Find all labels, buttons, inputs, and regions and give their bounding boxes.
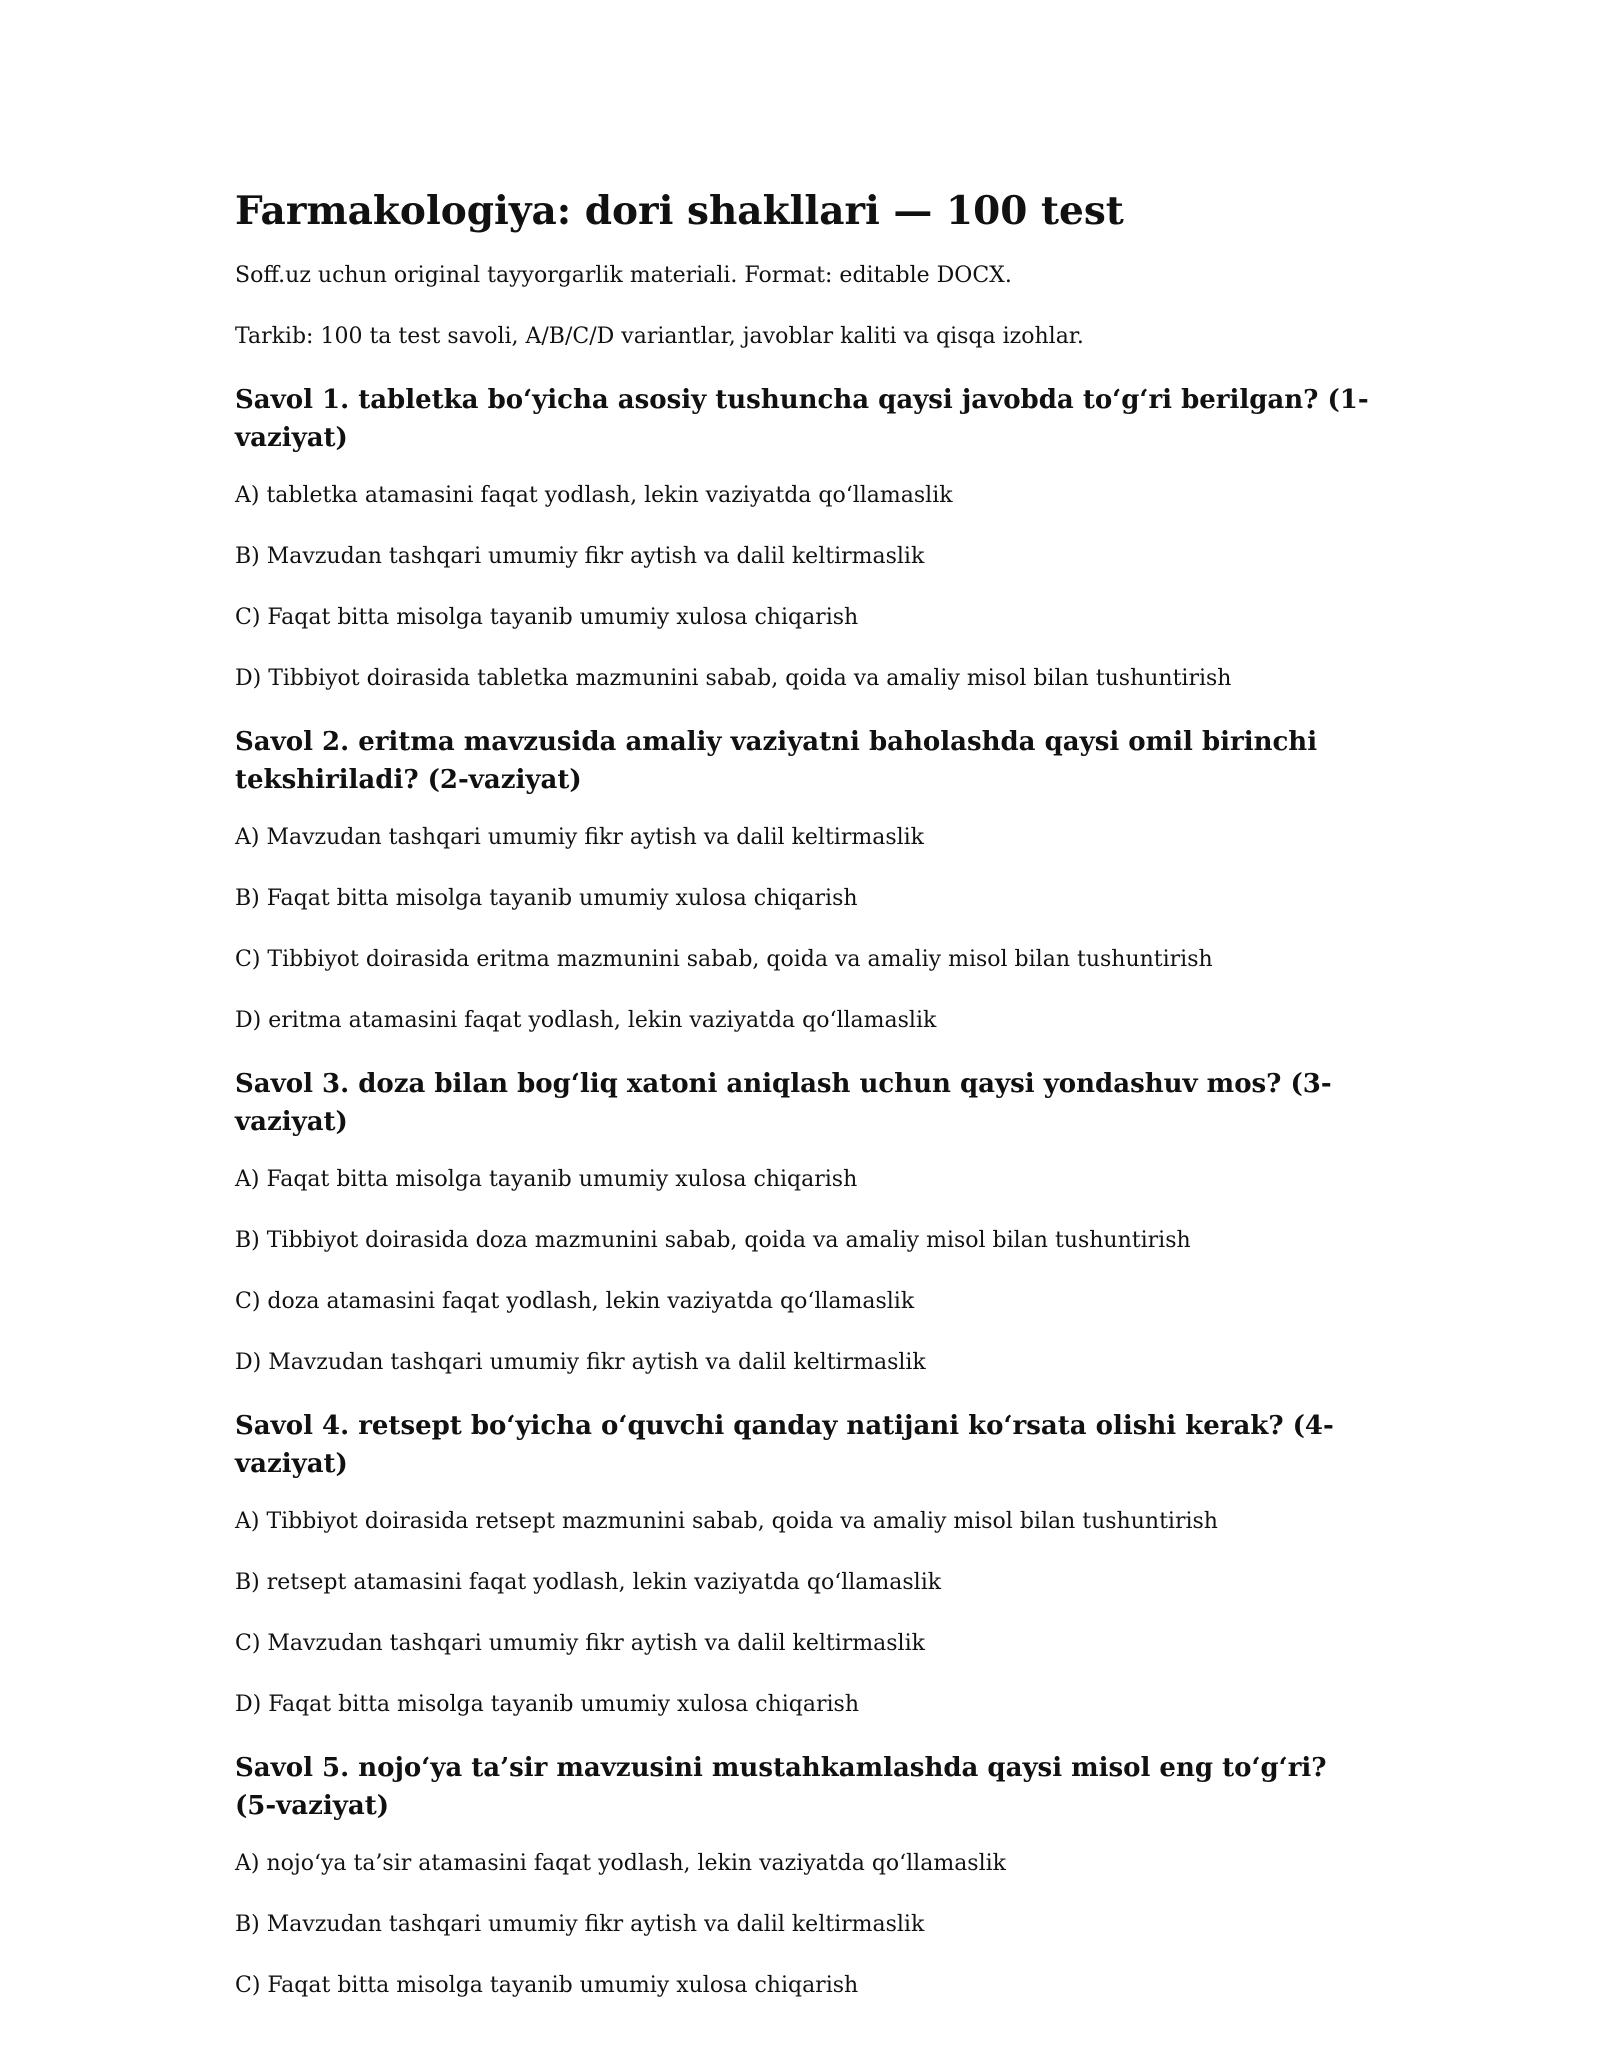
answer-option: B) Mavzudan tashqari umumiy fikr aytish va dalil keltirmaslik bbox=[235, 1912, 925, 1937]
answer-option: A) Faqat bitta misolga tayanib umumiy xulosa chiqarish bbox=[235, 1167, 858, 1192]
question-heading: Savol 2. eritma mavzusida amaliy vaziyatni baholashda qaysi omil birinchi tekshiriladi? (2-vaziyat) bbox=[235, 727, 1318, 795]
answer-option: D) Tibbiyot doirasida tabletka mazmunini sabab, qoida va amaliy misol bilan tushuntirish bbox=[235, 666, 1232, 691]
answer-option: D) eritma atamasini faqat yodlash, lekin vaziyatda qo‘llamaslik bbox=[235, 1008, 937, 1033]
answer-option: A) tabletka atamasini faqat yodlash, lekin vaziyatda qo‘llamaslik bbox=[235, 483, 953, 508]
answer-option: D) Mavzudan tashqari umumiy fikr aytish va dalil keltirmaslik bbox=[235, 1350, 926, 1375]
answer-option: B) Tibbiyot doirasida doza mazmunini sabab, qoida va amaliy misol bilan tushuntirish bbox=[235, 1228, 1191, 1253]
answer-option: A) Tibbiyot doirasida retsept mazmunini sabab, qoida va amaliy misol bilan tushuntirish bbox=[235, 1509, 1218, 1534]
document-page bbox=[235, 185, 1375, 2030]
question-heading: Savol 3. doza bilan bog‘liq xatoni aniqlash uchun qaysi yondashuv mos? (3-vaziyat) bbox=[235, 1069, 1332, 1137]
answer-option: A) nojo‘ya ta’sir atamasini faqat yodlash, lekin vaziyatda qo‘llamaslik bbox=[235, 1851, 1006, 1876]
answer-option: C) Tibbiyot doirasida eritma mazmunini sabab, qoida va amaliy misol bilan tushuntirish bbox=[235, 947, 1213, 972]
answer-option: C) Faqat bitta misolga tayanib umumiy xulosa chiqarish bbox=[235, 605, 859, 630]
answer-option: A) Mavzudan tashqari umumiy fikr aytish va dalil keltirmaslik bbox=[235, 825, 925, 850]
intro-paragraph: Soff.uz uchun original tayyorgarlik materiali. Format: editable DOCX. bbox=[235, 263, 1012, 288]
question-heading: Savol 4. retsept bo‘yicha o‘quvchi qanday natijani ko‘rsata olishi kerak? (4-vaziyat) bbox=[235, 1411, 1334, 1479]
answer-option: C) Mavzudan tashqari umumiy fikr aytish va dalil keltirmaslik bbox=[235, 1631, 925, 1656]
answer-option: C) Faqat bitta misolga tayanib umumiy xulosa chiqarish bbox=[235, 1973, 859, 1998]
answer-option: C) doza atamasini faqat yodlash, lekin vaziyatda qo‘llamaslik bbox=[235, 1289, 915, 1314]
question-heading: Savol 1. tabletka bo‘yicha asosiy tushuncha qaysi javobda to‘g‘ri berilgan? (1-vaziyat) bbox=[235, 385, 1369, 453]
intro-paragraph: Tarkib: 100 ta test savoli, A/B/C/D variantlar, javoblar kaliti va qisqa izohlar. bbox=[235, 324, 1084, 349]
question-block bbox=[235, 1407, 1375, 1721]
answer-option: B) Faqat bitta misolga tayanib umumiy xulosa chiqarish bbox=[235, 886, 858, 911]
answer-option: B) retsept atamasini faqat yodlash, lekin vaziyatda qo‘llamaslik bbox=[235, 1570, 942, 1595]
question-block bbox=[235, 381, 1375, 695]
question-block bbox=[235, 723, 1375, 1037]
question-heading: Savol 5. nojo‘ya ta’sir mavzusini mustahkamlashda qaysi misol eng to‘g‘ri? (5-vaziyat) bbox=[235, 1753, 1327, 1821]
document-title: Farmakologiya: dori shakllari — 100 test bbox=[235, 188, 1124, 234]
question-block bbox=[235, 1749, 1375, 2002]
question-block bbox=[235, 1065, 1375, 1379]
answer-option: D) Faqat bitta misolga tayanib umumiy xulosa chiqarish bbox=[235, 1692, 860, 1717]
answer-option: B) Mavzudan tashqari umumiy fikr aytish va dalil keltirmaslik bbox=[235, 544, 925, 569]
